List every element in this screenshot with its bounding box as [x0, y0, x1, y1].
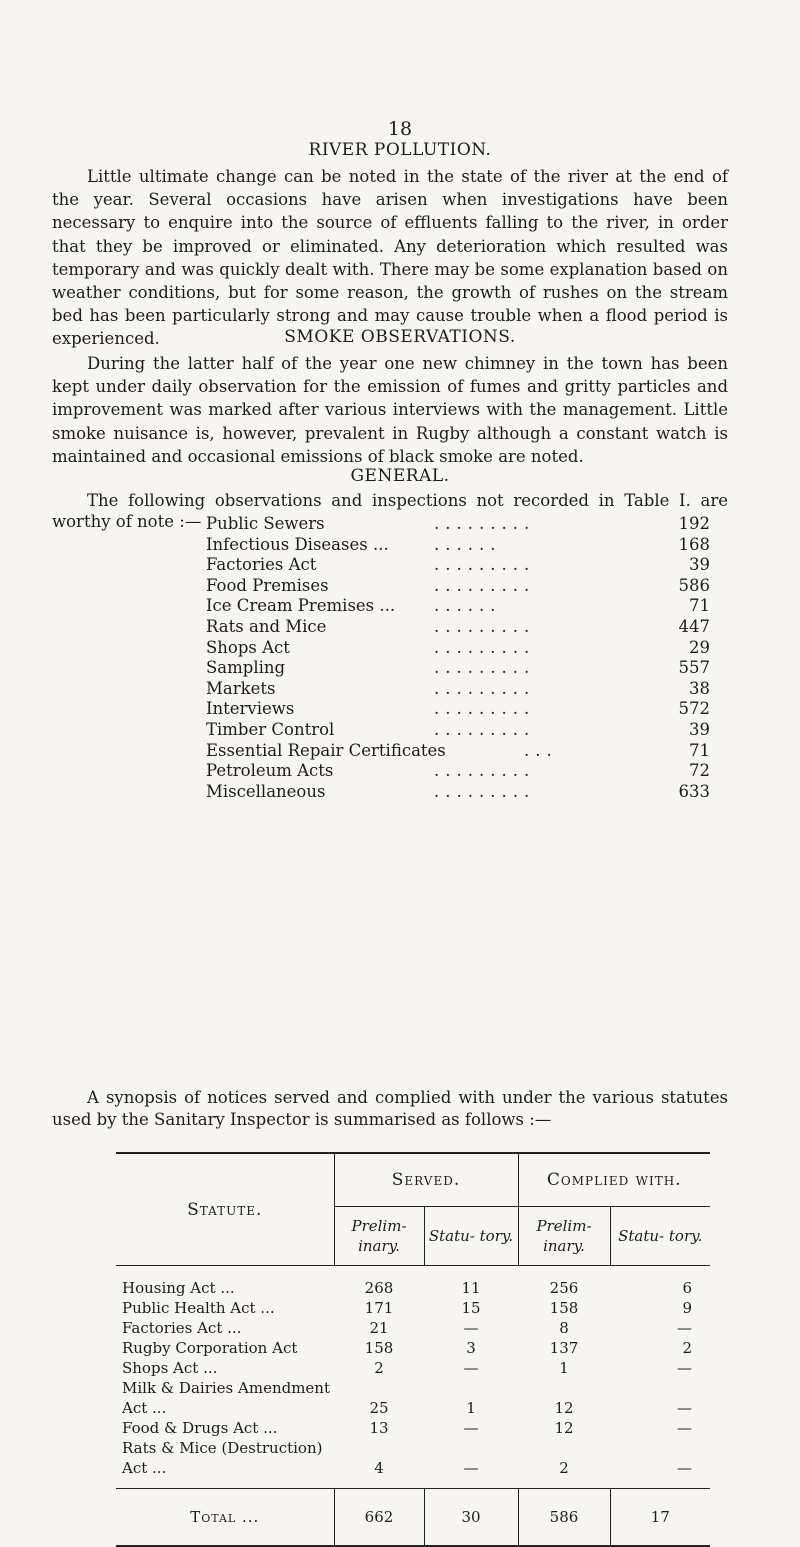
observation-label: Essential Repair Certificates [206, 740, 446, 760]
statute-cell: Housing Act ... [116, 1266, 334, 1299]
river-pollution-text: Little ultimate change can be noted in the state of the river at the end of the year. Several occasions have arisen when investigations have been necessary to enquire into the source of effluents falling to the river, in order that they be improved or eliminated. Any deterioration which resulted was temporary and was quickly dealt with. There may be some explanation based on weather conditions, but for some reason, the growth of rushes on the stream bed has been particularly strong and may cause trouble when a flood period is experienced. [52, 167, 728, 349]
observation-label: Markets [206, 678, 276, 698]
total-label: Total ... [116, 1489, 334, 1547]
total-served-preliminary: 662 [334, 1489, 424, 1547]
general-heading: GENERAL. [350, 466, 450, 486]
statute-cell: Rugby Corporation Act [122, 1339, 298, 1357]
table-row [116, 1266, 710, 1299]
total-complied-preliminary: 586 [518, 1489, 610, 1547]
complied-preliminary-cell: 12 [554, 1399, 574, 1417]
served-preliminary-cell: 13 [369, 1419, 389, 1437]
observation-value: 557 [678, 658, 710, 678]
observation-label: Public Sewers [206, 514, 325, 533]
complied-statutory-cell: — [677, 1459, 692, 1477]
list-item: Markets ......... 38 [206, 678, 710, 698]
list-item: Public Sewers ......... 192 [206, 514, 710, 533]
observation-label: Infectious Diseases ... [206, 534, 389, 554]
observation-label: Rats and Mice [206, 616, 327, 636]
total-complied-statutory: 17 [610, 1489, 710, 1547]
list-item: Ice Cream Premises ... ...... 71 [206, 596, 710, 616]
served-header: Served. [334, 1153, 518, 1207]
observation-label: Ice Cream Premises ... [206, 596, 396, 616]
observation-value: 71 [689, 596, 710, 616]
table-row [116, 1438, 710, 1489]
served-preliminary-cell: 268 [334, 1266, 424, 1299]
served-preliminary-cell: 2 [374, 1359, 384, 1377]
observation-label: Food Premises [206, 575, 329, 595]
complied-statutory-cell: 6 [610, 1266, 710, 1299]
general-text: The following observations and inspections not recorded in Table I. are worthy of note :— [52, 491, 728, 531]
statute-cell: Milk & Dairies Amendment Act ... [122, 1379, 330, 1417]
observation-value: 192 [678, 514, 710, 533]
served-preliminary-cell: 4 [374, 1459, 384, 1477]
served-preliminary-cell: 21 [369, 1319, 389, 1337]
list-item: Timber Control ......... 39 [206, 719, 710, 739]
observation-label: Interviews [206, 699, 295, 719]
complied-statutory-cell: — [677, 1419, 692, 1437]
statute-cell: Factories Act ... [122, 1319, 242, 1337]
complied-preliminary-cell: 8 [559, 1319, 569, 1337]
list-item: Essential Repair Certificates ... 71 [206, 740, 710, 760]
table-row [116, 1358, 710, 1378]
notices-table [116, 1152, 710, 1547]
statute-cell: Food & Drugs Act ... [122, 1419, 278, 1437]
complied-statutory-cell: — [677, 1399, 692, 1417]
river-pollution-paragraph [52, 165, 728, 351]
observation-value: 586 [678, 575, 710, 595]
smoke-observations-text: During the latter half of the year one new chimney in the town has been kept under daily observation for the emission of fumes and gritty particles and improvement was marked after various interviews with the management. Little smoke nuisance is, however, prevalent in Rugby although a constant watch is maintained and occasional emissions of black smoke are noted. [52, 354, 728, 466]
complied-preliminary-header: Prelim- inary. [518, 1207, 610, 1266]
observation-value: 39 [689, 719, 710, 739]
complied-preliminary-cell: 2 [559, 1459, 569, 1477]
list-item: Infectious Diseases ... ...... 168 [206, 534, 710, 554]
complied-preliminary-cell: 256 [518, 1266, 610, 1299]
observation-value: 71 [689, 740, 710, 760]
observation-label: Shops Act [206, 637, 290, 657]
served-statutory-cell: 15 [461, 1299, 481, 1317]
complied-statutory-cell: 2 [682, 1339, 692, 1357]
served-statutory-cell: — [463, 1419, 479, 1437]
table-row [116, 1378, 710, 1418]
served-statutory-cell: 1 [466, 1399, 476, 1417]
statute-cell: Rats & Mice (Destruction) Act ... [122, 1439, 323, 1477]
list-item: Petroleum Acts ......... 72 [206, 761, 710, 781]
served-preliminary-cell: 25 [369, 1399, 389, 1417]
list-item: Miscellaneous ......... 633 [206, 781, 710, 801]
synopsis-paragraph [52, 1087, 728, 1131]
observation-value: 633 [678, 781, 710, 801]
served-statutory-cell: — [463, 1359, 479, 1377]
complied-preliminary-cell: 137 [549, 1339, 579, 1357]
statute-header: Statute. [187, 1199, 263, 1220]
complied-statutory-cell: — [677, 1319, 692, 1337]
observation-value: 572 [678, 699, 710, 719]
list-item: Food Premises ......... 586 [206, 575, 710, 595]
observation-label: Sampling [206, 658, 286, 678]
page-number: 18 [387, 118, 413, 140]
complied-preliminary-cell: 1 [559, 1359, 569, 1377]
observation-label: Timber Control [206, 719, 335, 739]
observation-value: 447 [678, 616, 710, 636]
statute-cell: Public Health Act ... [122, 1299, 275, 1317]
smoke-observations-heading: SMOKE OBSERVATIONS. [284, 327, 516, 347]
table-row [116, 1418, 710, 1438]
list-item: Shops Act ......... 29 [206, 637, 710, 657]
statute-cell: Shops Act ... [122, 1359, 218, 1377]
served-preliminary-cell: 171 [364, 1299, 394, 1317]
observations-list [206, 514, 710, 802]
table-row [116, 1298, 710, 1318]
table-header-row [116, 1153, 710, 1207]
river-pollution-heading: RIVER POLLUTION. [308, 140, 492, 160]
observation-value: 39 [689, 555, 710, 575]
served-preliminary-header: Prelim- inary. [334, 1207, 424, 1266]
list-item: Interviews ......... 572 [206, 699, 710, 719]
served-statutory-header: Statu- tory. [424, 1207, 518, 1266]
smoke-observations-paragraph [52, 352, 728, 468]
table-row [116, 1338, 710, 1358]
complied-statutory-cell: 9 [682, 1299, 692, 1317]
served-statutory-cell: — [463, 1459, 479, 1477]
observation-value: 168 [678, 534, 710, 554]
observation-label: Miscellaneous [206, 781, 326, 801]
complied-statutory-header: Statu- tory. [610, 1207, 710, 1266]
complied-preliminary-cell: 12 [554, 1419, 574, 1437]
observation-value: 72 [689, 761, 710, 781]
served-statutory-cell: 11 [424, 1266, 518, 1299]
list-item: Sampling ......... 557 [206, 658, 710, 678]
observation-label: Factories Act [206, 555, 317, 575]
served-statutory-cell: — [463, 1319, 479, 1337]
list-item: Factories Act ......... 39 [206, 555, 710, 575]
complied-preliminary-cell: 158 [549, 1299, 579, 1317]
observation-value: 29 [689, 637, 710, 657]
observation-value: 38 [689, 678, 710, 698]
total-served-statutory: 30 [424, 1489, 518, 1547]
list-item: Rats and Mice ......... 447 [206, 616, 710, 636]
served-preliminary-cell: 158 [364, 1339, 394, 1357]
table-total-row [116, 1489, 710, 1547]
complied-header: Complied with. [518, 1153, 710, 1207]
table-row [116, 1318, 710, 1338]
synopsis-text: A synopsis of notices served and complied with under the various statutes used by the Sanitary Inspector is summarised as follows :— [52, 1088, 728, 1129]
served-statutory-cell: 3 [466, 1339, 476, 1357]
observation-label: Petroleum Acts [206, 761, 334, 781]
complied-statutory-cell: — [677, 1359, 692, 1377]
